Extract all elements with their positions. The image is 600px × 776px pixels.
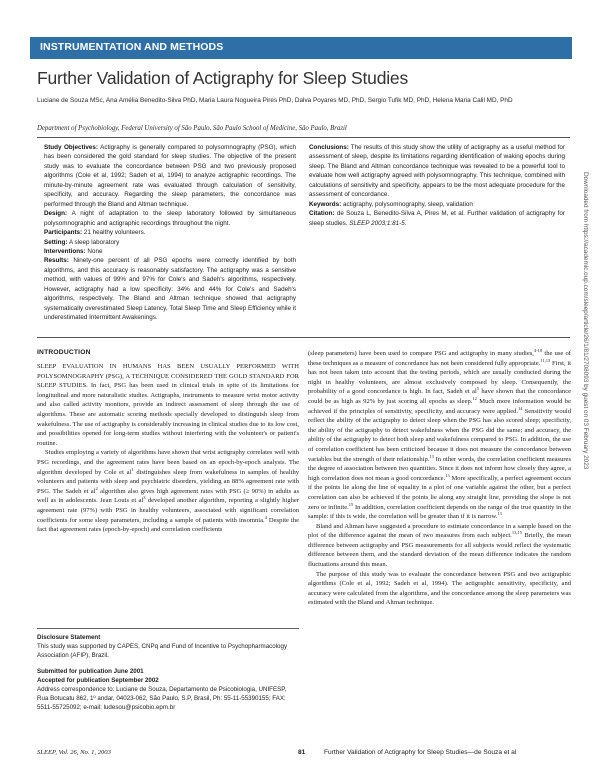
citation-ref: 3 bbox=[143, 495, 146, 501]
p3-text-a: (sleep parameters) have been used to compare PSG and actigraphy in many studies, bbox=[308, 350, 534, 357]
intro-paragraph-3 bbox=[308, 349, 571, 522]
abstract-objectives bbox=[44, 143, 296, 209]
p2-text-a: Studies employing a variety of algorithms have shown that wrist actigraphy correlates well with PSG recordings, and the agreement rates have been based on an epoch-by-epoch analysis. The algorithm developed by Cole et al bbox=[37, 449, 299, 476]
citation-text: de Souza L, Benedito-Silva A, Pires M, et al. Further validation of actigraphy for sleep studies. bbox=[309, 210, 565, 227]
intro-paragraph-5: The purpose of this study was to evaluate the concordance between PSG and two actigraphic algorithms (Cole et al, 1992; Sadeh et al, 1994). The actigraphic sensitivity, specificity, and accuracy were calculated from the algorithms, and the concordance among the sleep parameters was estimated with the Bland and Altman technique. bbox=[308, 570, 571, 607]
download-watermark bbox=[580, 172, 592, 602]
abstract-results bbox=[44, 256, 296, 322]
accepted-date: Accepted for publication September 2002 bbox=[37, 677, 159, 684]
p2-text-c: algorithm also gives high agreement rates with PSG (≥ 90%) in adults as well as in adolescents. Jean Louis et al bbox=[37, 487, 300, 505]
watermark-text: Downloaded from https://academic.oup.com/sleep/article/26/1/81/2708093 by guest on 03 February 2023 bbox=[582, 172, 589, 470]
intro-p1-text: In fact, PSG has been used in clinical trials in spite of its limitations for longitudinal and more naturalistic studies. Actigraphs, instruments to measure wrist motor activity and also called activity monitors, provide an indirect assessment of sleep through the use of algorithms. These are automatic scoring methods specially developed to distinguish sleep from wakefulness. The use of actigraphy is considerably increasing in clinical studies due to its low cost, and possibilities opened for long-term studies without interfering with the volunteer's or patient's routine. bbox=[37, 382, 299, 447]
design-text: A night of adaptation to the sleep laboratory followed by simultaneous polysomnographic and actigraphic recordings throughout the night. bbox=[44, 210, 296, 227]
p4-text-b: Briefly, the mean difference between actigraphy and PSG measurements for all subjects would reflect the systematic difference between them, and the standard deviation of the mean difference indicates the random fluctuations around this mean. bbox=[308, 532, 571, 569]
citation-ref: 12 bbox=[472, 395, 477, 401]
interventions-text: None bbox=[87, 247, 103, 255]
citation-journal: SLEEP 2003;1:81-5. bbox=[349, 219, 407, 227]
introduction-heading: INTRODUCTION bbox=[37, 349, 91, 356]
citation-ref: 14 bbox=[518, 405, 523, 411]
p2-text-e: Despite the fact that agreement rates (epoch-by-epoch) and correlation coefficients bbox=[37, 516, 299, 534]
p3-text-i: In addition, correlation coefficient depends on the range of the true quantity in the sample: if this is wide, the correlation will be greater than if it is narrow. bbox=[308, 503, 571, 521]
abstract-keywords bbox=[309, 200, 565, 209]
body-left-column bbox=[37, 362, 299, 535]
p3-text-d: have shown that the concordance could be as high as 92% by just scoring all epochs as sleep. bbox=[308, 388, 571, 405]
results-label: Results: bbox=[44, 257, 69, 265]
body-right-column bbox=[308, 349, 571, 608]
footer-journal: SLEEP, Vol. 26, No. 1, 2003 bbox=[37, 749, 111, 756]
p4-text-a: Bland and Altman have suggested a procedure to estimate concordance in a sample based on the plot of the difference against the mean of two measures from each subject. bbox=[308, 522, 571, 540]
abstract-interventions bbox=[44, 247, 296, 256]
participants-label: Participants: bbox=[44, 229, 83, 237]
design-label: Design: bbox=[44, 210, 68, 218]
footnotes bbox=[37, 633, 299, 712]
p3-text-h: More specifically, a perfect agreement occurs if the points lie along the line of equality in a plot of one variable against the other, but a perfect correlation can also be achieved if the points lie along any straight line, providing the slope is not zero or infinite. bbox=[308, 474, 571, 511]
setting-label: Setting: bbox=[44, 238, 68, 246]
objectives-label: Study Objectives: bbox=[44, 144, 98, 151]
p3-text-c: First, it has not been taken into account that the testing periods, which are usually conducted during the night in healthy volunteers, are almost exclusively composed by sleep. Consequently, the probability of a good concordance is high. In fact, Sadeh et al bbox=[308, 359, 571, 396]
citation-ref: 13 bbox=[497, 510, 502, 516]
citation-label: Citation: bbox=[309, 210, 335, 218]
setting-text: A sleep laboratory bbox=[68, 238, 120, 246]
footnote-divider bbox=[37, 628, 299, 629]
abstract-right-column bbox=[309, 143, 565, 228]
citation-ref: 5 bbox=[476, 386, 480, 392]
p2-text-b: distinguishes sleep from wakefulness in samples of healthy volunteers and patients with sleep and psychiatric disorders, yielding an 88% agreement rate with PSG. The Sadeh et al bbox=[37, 468, 300, 495]
abstract-design bbox=[44, 209, 296, 228]
results-text: Ninety-one percent of all PSG epochs were correctly identified by both algorithms, and this accuracy is reasonably satisfactory. The actigraphy was a sensitive method, with values of 99% and 97% for Cole's and Sadeh's algorithms, respectively. However, actigraphy had a low specificity: 34% and 44% for Cole's and Sadeh's algorithms, respectively. The Bland and Altman technique showed that actigraphy systematically overestimated Sleep Latency, Total Sleep Time and Sleep Efficiency while it underestimated Intermittent Awakenings. bbox=[44, 257, 297, 322]
abstract-participants bbox=[44, 228, 296, 237]
intro-paragraph-2 bbox=[37, 448, 299, 534]
top-divider bbox=[37, 137, 570, 138]
p2-text-d: developed another algorithm, reporting a slightly higher agreement rate (97%) with PSG in healthy volunteers, associated with significant correlation coefficients for some sleep parameters, including a sample of patients with insomnia. bbox=[37, 497, 299, 524]
affiliation: Department of Psychobiology, Federal University of São Paulo, São Paulo School of Medicine, São Paulo, Brazil bbox=[37, 125, 347, 132]
abstract-conclusions bbox=[309, 143, 565, 200]
disclosure-heading: Disclosure Statement bbox=[37, 634, 101, 641]
abstract-setting bbox=[44, 238, 296, 247]
disclosure-text: This study was supported by CAPES, CNPq and Fund of Incentive to Psychopharmacology Association (AFIP), Brazil. bbox=[37, 643, 288, 659]
p3-text-f: Sensitivity would reflect the ability of the actigraphy to detect sleep when the PSG has also scored sleep; specificity, the ability of the actigraphy to detect wakefulness when the PSG did the same; and accuracy, the ability of the actigraphy to detect both sleep and wakefulness compared to PSG. In addition, the use of correlation coefficient has been criticized because it does not measure the concordance between variables but the strength of their relationship. bbox=[308, 407, 571, 463]
objectives-text: Actigraphy is generally compared to polysomnography (PSG), which has been considered the gold standard for sleep studies. The objective of the present study was to evaluate the concordance between PSG and two previously proposed algorithms (Cole et al, 1992; Sadeh et al, 1994) to analyze actigraphic recordings. The minute-by-minute agreement rate was evaluated through calculation of sensitivity, specificity, and accuracy. Regarding the sleep parameters, the concordance was performed through the Bland and Altman technique. bbox=[44, 144, 296, 208]
intro-lead-caps: SLEEP EVALUATION IN HUMANS HAS BEEN USUALLY PERFORMED WITH POLYSOMNOGRAPHY (PSG), A TECHNIQUE CONSIDERED THE GOLD STANDARD FOR SLEEP STUDIES. bbox=[37, 363, 299, 390]
citation-ref: 4-10 bbox=[533, 347, 543, 353]
p3-text-b: the use of these techniques as a measure of concordance has not been considered fully appropriate. bbox=[308, 350, 571, 367]
interventions-label: Interventions: bbox=[44, 247, 86, 255]
correspondence-address: Address correspondence to: Luciane de Souza, Departamento de Psicobiologia, UNIFESP, Rua Botucatu 862, 1º andar, 04023-062, São Paulo, S.P, Brasil, Ph: 55-11-55390155; FAX: 5511-55725092; e-mail: ludesou@psicobio.epm.br bbox=[37, 686, 287, 711]
article-title: Further Validation of Actigraphy for Sleep Studies bbox=[37, 68, 409, 88]
abstract-left-column bbox=[44, 143, 296, 323]
footer-page-number: 81 bbox=[298, 749, 306, 756]
citation-ref: 13 bbox=[429, 453, 434, 459]
citation-ref: 4 bbox=[264, 514, 267, 520]
author-list: Luciane de Souza MSc, Ana Amélia Benedito-Silva PhD, Maria Laura Nogueira Pires PhD, Dalva Poyares MD, PhD, Sergio Tufik MD, PhD, Helena Maria Calil MD, PhD bbox=[37, 97, 513, 104]
section-banner bbox=[30, 37, 572, 59]
citation-ref: 2 bbox=[95, 485, 98, 491]
abstract-divider bbox=[37, 337, 570, 338]
citation-ref: 13,15 bbox=[511, 530, 522, 536]
intro-paragraph-1 bbox=[37, 362, 299, 448]
citation-ref: 1 bbox=[131, 466, 134, 472]
p3-text-g: In other words, the correlation coefficient measures the degree of association between two quantities. Since it does not inform how closely they agree, a high correlation does not mean a good concordance. bbox=[308, 455, 571, 482]
citation-ref: 15 bbox=[348, 501, 354, 507]
participants-text: 21 healthy volunteers. bbox=[83, 229, 146, 237]
conclusions-label: Conclusions: bbox=[309, 144, 349, 151]
citation-ref: 11,13 bbox=[540, 357, 551, 363]
abstract-citation bbox=[309, 209, 565, 228]
footer-running-title: Further Validation of Actigraphy for Sleep Studies—de Souza et al bbox=[324, 749, 517, 756]
section-banner-label: INSTRUMENTATION AND METHODS bbox=[40, 41, 224, 53]
intro-paragraph-4 bbox=[308, 522, 571, 570]
submitted-date: Submitted for publication June 2001 bbox=[37, 668, 144, 675]
keywords-text: actigraphy, polysomnography, sleep, validation bbox=[342, 200, 473, 208]
conclusions-text: The results of this study show the utility of actigraphy as a useful method for assessment of sleep, despite its limitations regarding identification of waking epochs during sleep. The Bland and Altman concordance technique was revealed to be a powerful tool to evaluate how well actigraphy agreed with polysomnography. This technique, combined with calculations of sensitivity and specificity, appears to be the most adequate procedure for the assessment of concordance. bbox=[309, 144, 565, 199]
p3-text-e: Much more information would be achieved if the principles of sensitivity, specificity, and accuracy were applied. bbox=[308, 397, 571, 415]
keywords-label: Keywords: bbox=[309, 200, 342, 208]
citation-ref: 13 bbox=[445, 472, 450, 478]
